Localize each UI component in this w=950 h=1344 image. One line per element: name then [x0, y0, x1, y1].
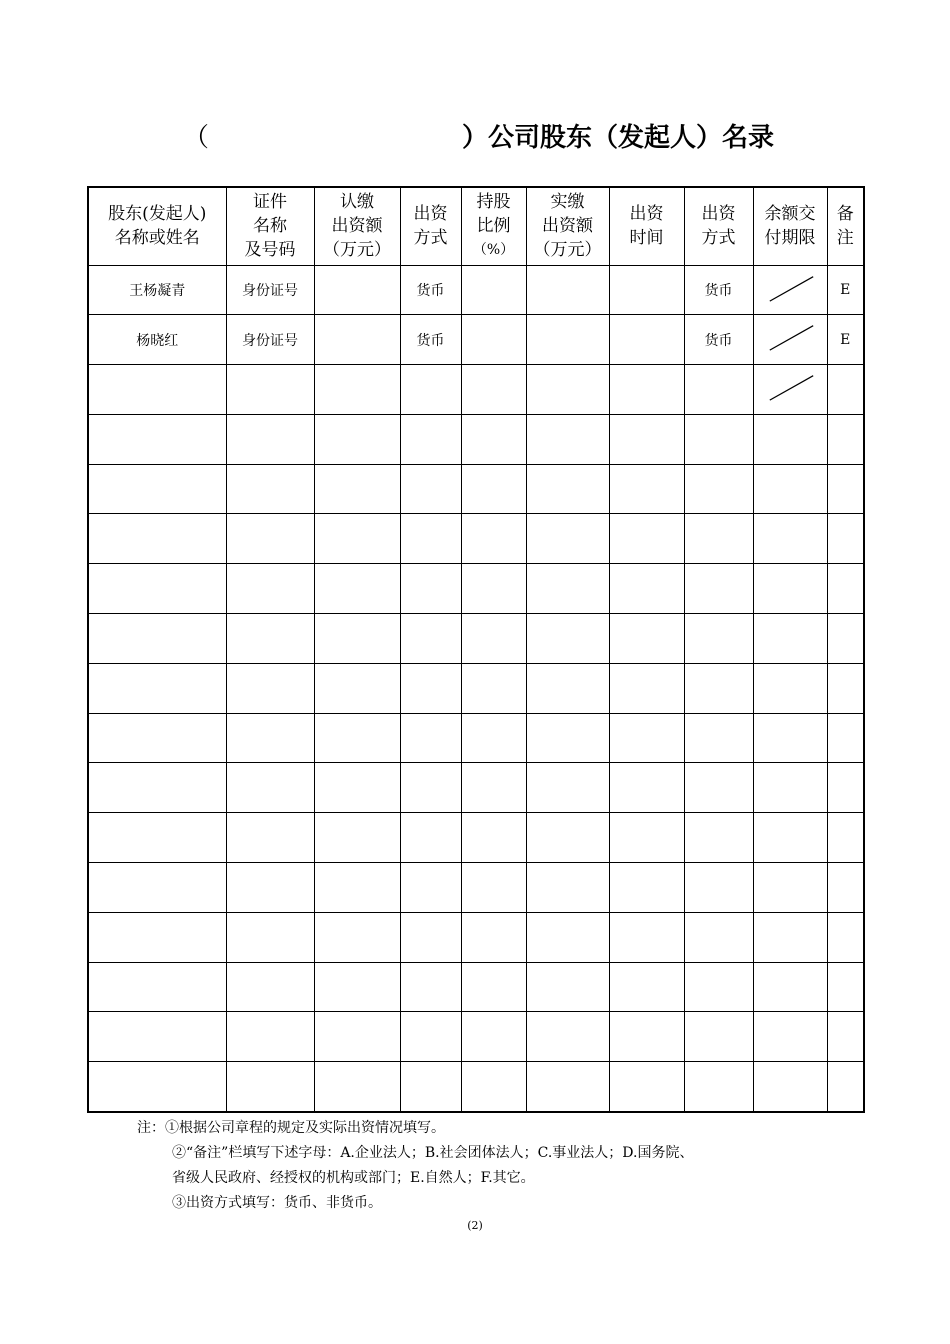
table-row	[88, 1012, 864, 1062]
table-cell[interactable]	[461, 414, 526, 464]
table-cell[interactable]	[314, 514, 400, 564]
table-cell[interactable]	[526, 614, 609, 664]
cell-value: 货币	[704, 332, 733, 349]
table-cell[interactable]	[226, 663, 314, 713]
cell-value: 杨晓红	[136, 332, 179, 349]
table-cell[interactable]	[609, 863, 684, 913]
shareholder-table	[87, 186, 865, 1113]
table-cell[interactable]	[526, 813, 609, 863]
cell-value: 货币	[704, 282, 733, 299]
table-cell[interactable]	[827, 514, 864, 564]
table-cell[interactable]	[400, 663, 461, 713]
table-cell[interactable]	[753, 514, 827, 564]
table-row	[88, 763, 864, 813]
table-cell[interactable]	[461, 1012, 526, 1062]
cell-value: E	[840, 281, 851, 298]
note-1: 注：①根据公司章程的规定及实际出资情况填写。	[137, 1120, 445, 1136]
table-cell[interactable]	[827, 1062, 864, 1112]
table-cell[interactable]	[314, 414, 400, 464]
table-cell[interactable]	[684, 863, 753, 913]
column-header-8	[753, 187, 827, 265]
table-cell[interactable]	[461, 962, 526, 1012]
table-cell[interactable]	[526, 514, 609, 564]
table-cell[interactable]	[684, 713, 753, 763]
column-header-line: 持股	[476, 192, 511, 213]
note-3: ③出资方式填写：货币、非货币。	[172, 1195, 382, 1211]
table-cell[interactable]	[400, 863, 461, 913]
table-cell[interactable]	[526, 1012, 609, 1062]
table-cell[interactable]	[314, 315, 400, 365]
table-row	[88, 863, 864, 913]
table-cell[interactable]	[400, 912, 461, 962]
table-cell[interactable]	[314, 663, 400, 713]
table-cell[interactable]	[88, 414, 226, 464]
table-cell[interactable]	[314, 813, 400, 863]
table-cell[interactable]	[226, 813, 314, 863]
table-cell[interactable]	[400, 514, 461, 564]
column-header-line: 方式	[701, 228, 736, 249]
table-cell[interactable]	[526, 863, 609, 913]
table-cell[interactable]	[226, 464, 314, 514]
table-cell[interactable]	[609, 414, 684, 464]
table-cell[interactable]	[88, 912, 226, 962]
column-header-line: 方式	[413, 228, 448, 249]
table-cell[interactable]	[609, 962, 684, 1012]
table-cell[interactable]	[684, 1012, 753, 1062]
table-cell[interactable]	[461, 365, 526, 415]
table-cell[interactable]	[753, 614, 827, 664]
table-cell[interactable]	[400, 813, 461, 863]
table-cell[interactable]	[226, 713, 314, 763]
table-cell[interactable]	[609, 614, 684, 664]
table-cell[interactable]	[461, 265, 526, 315]
table-cell[interactable]	[609, 464, 684, 514]
table-cell[interactable]	[827, 564, 864, 614]
table-cell[interactable]	[609, 1012, 684, 1062]
table-cell[interactable]	[753, 265, 827, 315]
table-cell[interactable]	[461, 912, 526, 962]
table-cell[interactable]	[684, 564, 753, 614]
table-cell[interactable]	[314, 464, 400, 514]
table-cell[interactable]	[400, 614, 461, 664]
table-cell[interactable]	[88, 514, 226, 564]
table-cell[interactable]	[314, 863, 400, 913]
table-row	[88, 713, 864, 763]
table-cell[interactable]	[526, 912, 609, 962]
table-cell[interactable]	[753, 763, 827, 813]
column-header-line: 实缴	[550, 192, 585, 213]
column-header-line: 时间	[629, 228, 664, 249]
table-cell[interactable]	[88, 1062, 226, 1112]
table-row	[88, 813, 864, 863]
table-cell[interactable]	[684, 315, 753, 365]
table-cell[interactable]	[609, 763, 684, 813]
table-cell[interactable]	[226, 1012, 314, 1062]
table-cell[interactable]	[753, 315, 827, 365]
table-cell[interactable]	[400, 1062, 461, 1112]
table-cell[interactable]	[314, 912, 400, 962]
cell-value: 货币	[416, 332, 445, 349]
table-cell[interactable]	[400, 713, 461, 763]
table-cell[interactable]	[400, 365, 461, 415]
table-row	[88, 564, 864, 614]
column-header-9	[827, 187, 864, 265]
table-row	[88, 315, 864, 365]
table-cell[interactable]	[400, 763, 461, 813]
table-cell[interactable]	[684, 912, 753, 962]
cell-value: 货币	[416, 282, 445, 299]
column-header-line: 认缴	[340, 192, 374, 213]
table-cell[interactable]	[461, 813, 526, 863]
table-cell[interactable]	[753, 464, 827, 514]
table-cell[interactable]	[88, 265, 226, 315]
table-cell[interactable]	[226, 1062, 314, 1112]
column-header-line: 备	[836, 204, 854, 225]
table-cell[interactable]	[226, 414, 314, 464]
table-cell[interactable]	[827, 414, 864, 464]
diagonal-slash-mark	[754, 266, 827, 315]
table-body	[88, 265, 864, 1112]
table-cell[interactable]	[88, 763, 226, 813]
table-cell[interactable]	[753, 813, 827, 863]
table-cell[interactable]	[827, 813, 864, 863]
table-cell[interactable]	[827, 863, 864, 913]
table-cell[interactable]	[827, 365, 864, 415]
column-header-line: 出资	[413, 204, 448, 225]
table-cell[interactable]	[609, 713, 684, 763]
table-cell[interactable]	[226, 365, 314, 415]
note-2-continued: 省级人民政府、经授权的机构或部门；E.自然人；F.其它。	[172, 1170, 535, 1186]
table-row	[88, 514, 864, 564]
table-cell[interactable]	[526, 414, 609, 464]
table-cell[interactable]	[827, 265, 864, 315]
column-header-line: 出资额	[331, 216, 383, 237]
table-cell[interactable]	[684, 763, 753, 813]
table-cell[interactable]	[827, 614, 864, 664]
column-header-line: （%）	[472, 242, 515, 259]
table-cell[interactable]	[314, 763, 400, 813]
note-2: ②“备注”栏填写下述字母：A.企业法人；B.社会团体法人；C.事业法人；D.国务院、	[172, 1145, 694, 1161]
table-cell[interactable]	[400, 265, 461, 315]
table-cell[interactable]	[684, 365, 753, 415]
table-cell[interactable]	[226, 614, 314, 664]
table-cell[interactable]	[827, 464, 864, 514]
column-header-5	[526, 187, 609, 265]
table-header-row	[88, 187, 864, 265]
column-header-line: （万元）	[533, 240, 602, 261]
column-header-0	[88, 187, 226, 265]
page-number: (2)	[467, 1219, 483, 1232]
table-cell[interactable]	[88, 315, 226, 365]
table-cell[interactable]	[314, 713, 400, 763]
table-cell[interactable]	[400, 1012, 461, 1062]
table-cell[interactable]	[461, 564, 526, 614]
table-cell[interactable]	[753, 564, 827, 614]
column-header-line: 及号码	[244, 240, 296, 261]
column-header-line: 名称或姓名	[114, 228, 200, 249]
table-cell[interactable]	[400, 464, 461, 514]
table-cell[interactable]	[827, 962, 864, 1012]
table-cell[interactable]	[461, 863, 526, 913]
table-row	[88, 663, 864, 713]
table-cell[interactable]	[526, 1062, 609, 1112]
table-cell[interactable]	[526, 365, 609, 415]
table-row	[88, 912, 864, 962]
table-cell[interactable]	[609, 813, 684, 863]
table-cell[interactable]	[827, 1012, 864, 1062]
table-row	[88, 265, 864, 315]
table-cell[interactable]	[609, 1062, 684, 1112]
table-row	[88, 1062, 864, 1112]
column-header-line: 注	[836, 228, 854, 249]
table-cell[interactable]	[526, 464, 609, 514]
title-text: ）公司股东（发起人）名录	[462, 123, 775, 153]
table-cell[interactable]	[400, 414, 461, 464]
column-header-line: 出资额	[542, 216, 593, 237]
table-cell[interactable]	[526, 564, 609, 614]
table-cell[interactable]	[526, 713, 609, 763]
table-cell[interactable]	[226, 265, 314, 315]
table-cell[interactable]	[461, 713, 526, 763]
column-header-7	[684, 187, 753, 265]
table-cell[interactable]	[609, 564, 684, 614]
table-cell[interactable]	[88, 464, 226, 514]
table-cell[interactable]	[226, 763, 314, 813]
column-header-6	[609, 187, 684, 265]
table-cell[interactable]	[684, 514, 753, 564]
table-cell[interactable]	[526, 763, 609, 813]
document-title	[0, 118, 950, 158]
table-cell[interactable]	[88, 962, 226, 1012]
table-cell[interactable]	[226, 315, 314, 365]
column-header-line: 付期限	[764, 228, 816, 249]
table-cell[interactable]	[461, 315, 526, 365]
table-row	[88, 464, 864, 514]
table-row	[88, 414, 864, 464]
table-cell[interactable]	[88, 564, 226, 614]
table-cell[interactable]	[753, 1012, 827, 1062]
diagonal-slash-mark	[754, 315, 827, 364]
table-cell[interactable]	[827, 912, 864, 962]
table-cell[interactable]	[609, 315, 684, 365]
table-cell[interactable]	[88, 614, 226, 664]
column-header-2	[314, 187, 400, 265]
table-cell[interactable]	[314, 564, 400, 614]
table-row	[88, 962, 864, 1012]
table-cell[interactable]	[753, 912, 827, 962]
cell-value: E	[840, 331, 851, 348]
table-cell[interactable]	[88, 713, 226, 763]
table-cell[interactable]	[753, 663, 827, 713]
table-cell[interactable]	[684, 813, 753, 863]
table-cell[interactable]	[827, 663, 864, 713]
table-cell[interactable]	[526, 315, 609, 365]
table-cell[interactable]	[461, 1062, 526, 1112]
table-cell[interactable]	[753, 962, 827, 1012]
table-cell[interactable]	[88, 663, 226, 713]
table-cell[interactable]	[226, 962, 314, 1012]
table-cell[interactable]	[684, 1062, 753, 1112]
table-cell[interactable]	[526, 663, 609, 713]
table-cell[interactable]	[526, 265, 609, 315]
table-cell[interactable]	[684, 414, 753, 464]
table-cell[interactable]	[314, 1012, 400, 1062]
cell-value: 王杨凝青	[129, 282, 186, 299]
table-cell[interactable]	[88, 863, 226, 913]
table-cell[interactable]	[314, 1062, 400, 1112]
table-cell[interactable]	[400, 962, 461, 1012]
table-cell[interactable]	[314, 962, 400, 1012]
table-cell[interactable]	[461, 514, 526, 564]
table-cell[interactable]	[226, 564, 314, 614]
table-cell[interactable]	[461, 464, 526, 514]
column-header-line: 比例	[476, 216, 511, 237]
column-header-line: 名称	[253, 216, 287, 237]
column-header-line: （万元）	[323, 240, 391, 261]
table-cell[interactable]	[609, 663, 684, 713]
column-header-line: 出资	[629, 204, 664, 225]
table-cell[interactable]	[753, 365, 827, 415]
diagonal-slash-mark	[754, 365, 827, 414]
table-row	[88, 365, 864, 415]
table-cell[interactable]	[684, 464, 753, 514]
table-cell[interactable]	[88, 1012, 226, 1062]
table-cell[interactable]	[461, 663, 526, 713]
column-header-line: 股东(发起人)	[108, 204, 207, 225]
table-cell[interactable]	[314, 265, 400, 315]
table-cell[interactable]	[753, 863, 827, 913]
column-header-1	[226, 187, 314, 265]
table-cell[interactable]	[609, 365, 684, 415]
column-header-line: 证件	[253, 192, 287, 213]
notes	[137, 1116, 693, 1216]
column-header-line: 余额交	[764, 204, 816, 225]
cell-value: 身份证号	[242, 332, 298, 349]
table-cell[interactable]	[753, 414, 827, 464]
column-header-line: 出资	[701, 204, 736, 225]
column-header-4	[461, 187, 526, 265]
title-open-paren: （	[183, 123, 210, 153]
table-cell[interactable]	[226, 863, 314, 913]
table-row	[88, 614, 864, 664]
table-cell[interactable]	[753, 713, 827, 763]
table-cell[interactable]	[314, 614, 400, 664]
column-header-3	[400, 187, 461, 265]
table-cell[interactable]	[609, 265, 684, 315]
table-cell[interactable]	[827, 315, 864, 365]
table-cell[interactable]	[827, 713, 864, 763]
table-cell[interactable]	[753, 1062, 827, 1112]
table-cell[interactable]	[226, 912, 314, 962]
table-cell[interactable]	[88, 813, 226, 863]
table-cell[interactable]	[684, 265, 753, 315]
table-cell[interactable]	[314, 365, 400, 415]
table-cell[interactable]	[400, 564, 461, 614]
table-cell[interactable]	[827, 763, 864, 813]
table-cell[interactable]	[461, 614, 526, 664]
table-cell[interactable]	[609, 514, 684, 564]
table-cell[interactable]	[684, 663, 753, 713]
table-cell[interactable]	[88, 365, 226, 415]
table-cell[interactable]	[226, 514, 314, 564]
cell-value: 身份证号	[242, 282, 298, 299]
table-cell[interactable]	[400, 315, 461, 365]
table-cell[interactable]	[526, 962, 609, 1012]
table-cell[interactable]	[684, 614, 753, 664]
table-cell[interactable]	[461, 763, 526, 813]
table-cell[interactable]	[684, 962, 753, 1012]
table-cell[interactable]	[609, 912, 684, 962]
